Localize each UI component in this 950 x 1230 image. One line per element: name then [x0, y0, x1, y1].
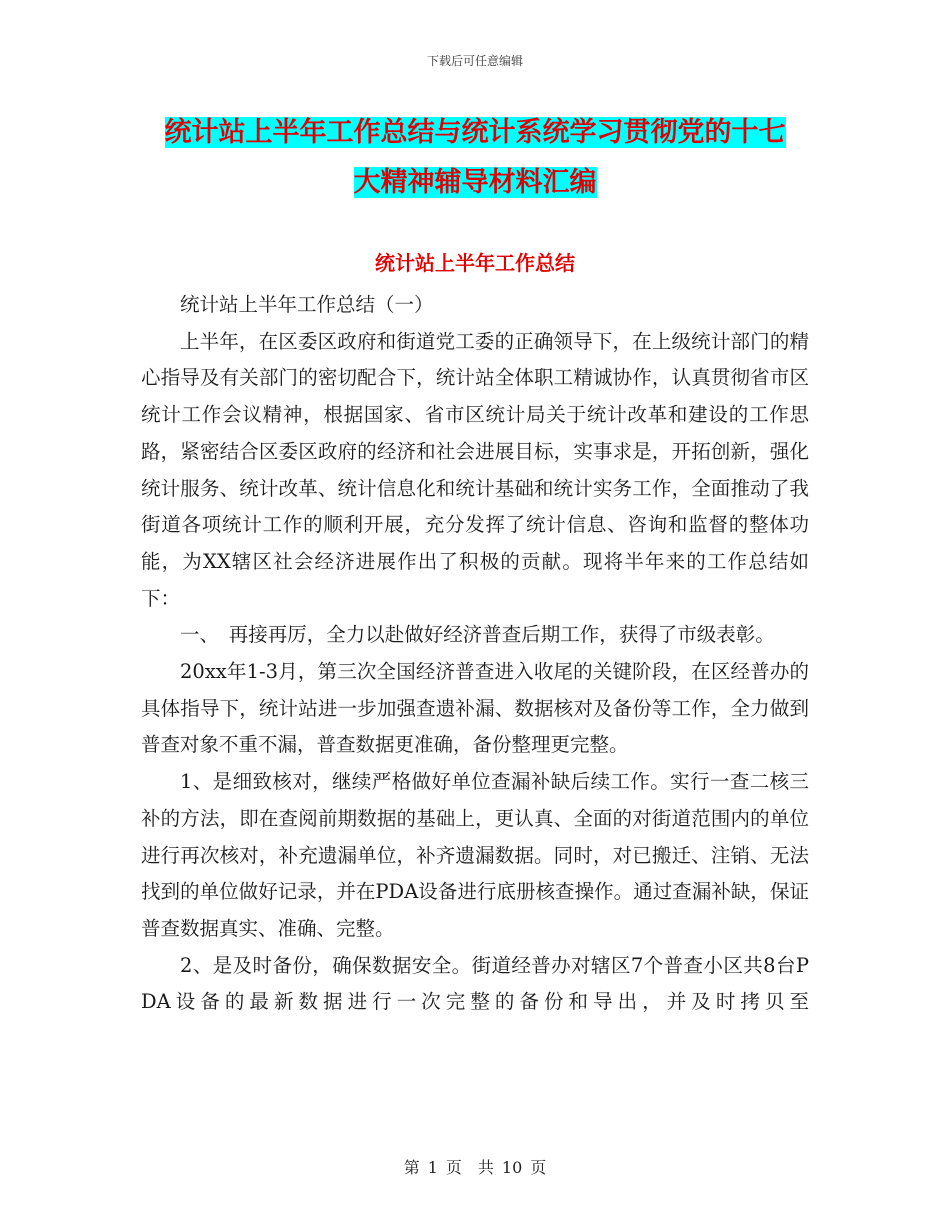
- paragraph: 统计站上半年工作总结（一）: [180, 293, 434, 316]
- section-title: 统计站上半年工作总结: [375, 251, 575, 275]
- document-body: [141, 287, 809, 1021]
- current-page-number: 1: [427, 1158, 438, 1177]
- header-note: 下载后可任意编辑: [426, 54, 523, 68]
- paragraph: 上半年，在区委区政府和街道党工委的正确领导下，在上级统计部门的精心指导及有关部门的密切配合下，统计站全体职工精诚协作，认真贯彻省市区统计工作会议精神，根据国家、省市区统计局关于统计改革和建设的工作思路，紧密结合区委区政府的经济和社会进展目标，实事求是，开拓创新，强化统计服务、统计改革、统计信息化和统计基础和统计实务工作，全面推动了我街道各项统计工作的顺利开展，充分发挥了统计信息、咨询和监督的整体功能，为XX辖区社会经济进展作出了积极的贡献。现将半年来的工作总结如下：: [141, 329, 809, 610]
- document-title-line-1: 统计站上半年工作总结与统计系统学习贯彻党的十七: [164, 117, 786, 148]
- paragraph: 1、是细致核对，继续严格做好单位查漏补缺后续工作。实行一查二核三补的方法，即在查阅前期数据的基础上，更认真、全面的对街道范围内的单位进行再次核对，补充遗漏单位，补齐遗漏数据。同时，对已搬迁、注销、无法找到的单位做好记录，并在PDA设备进行底册核查操作。通过查漏补缺，保证普查数据真实、准确、完整。: [141, 770, 809, 940]
- document-title: [140, 108, 810, 208]
- paragraph: 2、是及时备份，确保数据安全。街道经普办对辖区7个普查小区共8台PDA设备的最新数据进行一次完整的备份和导出，并及时拷贝至: [141, 953, 809, 1014]
- document-title-line-2: 大精神辅导材料汇编: [353, 167, 597, 198]
- total-page-count: 10: [501, 1158, 523, 1177]
- paragraph: 20xx年1-3月，第三次全国经济普查进入收尾的关键阶段，在区经普办的具体指导下，统计站进一步加强查遗补漏、数据核对及备份等工作，全力做到普查对象不重不漏，普查数据更准确，备份整理更完整。: [141, 660, 809, 757]
- footer-prefix: 第: [403, 1158, 420, 1177]
- footer-suffix: 页: [530, 1158, 547, 1177]
- footer-middle: 页 共: [445, 1158, 494, 1177]
- paragraph: 一、 再接再厉，全力以赴做好经济普查后期工作，获得了市级表彰。: [180, 623, 775, 647]
- page-footer: [0, 1155, 950, 1178]
